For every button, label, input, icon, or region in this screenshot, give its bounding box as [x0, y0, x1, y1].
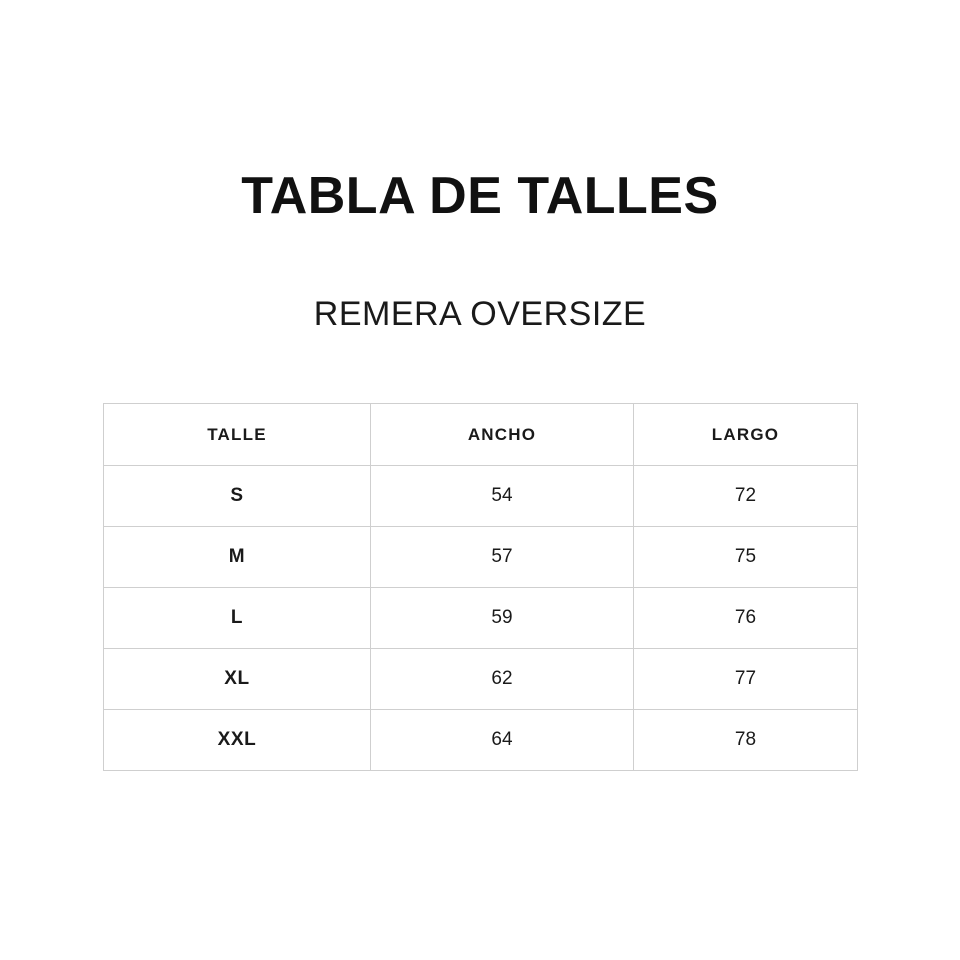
cell-talle: M	[104, 527, 371, 588]
cell-largo: 75	[634, 527, 858, 588]
cell-ancho: 64	[371, 710, 634, 771]
cell-largo: 78	[634, 710, 858, 771]
size-table-container	[103, 403, 857, 771]
page-title: TABLA DE TALLES	[241, 167, 719, 225]
cell-largo: 77	[634, 649, 858, 710]
cell-ancho: 57	[371, 527, 634, 588]
cell-ancho: 59	[371, 588, 634, 649]
cell-talle: L	[104, 588, 371, 649]
cell-talle: XXL	[104, 710, 371, 771]
table-row	[104, 527, 858, 588]
table-row	[104, 649, 858, 710]
page-subtitle: REMERA OVERSIZE	[313, 295, 647, 333]
cell-talle: XL	[104, 649, 371, 710]
table-row	[104, 588, 858, 649]
table-row	[104, 710, 858, 771]
table-body	[104, 466, 858, 771]
cell-ancho: 54	[371, 466, 634, 527]
cell-largo: 72	[634, 466, 858, 527]
cell-largo: 76	[634, 588, 858, 649]
cell-ancho: 62	[371, 649, 634, 710]
table-row	[104, 466, 858, 527]
table-header-row	[104, 404, 858, 466]
size-table	[103, 403, 858, 771]
column-header-largo: LARGO	[634, 404, 858, 466]
cell-talle: S	[104, 466, 371, 527]
column-header-talle: TALLE	[104, 404, 371, 466]
column-header-ancho: ANCHO	[371, 404, 634, 466]
table-header	[104, 404, 858, 466]
